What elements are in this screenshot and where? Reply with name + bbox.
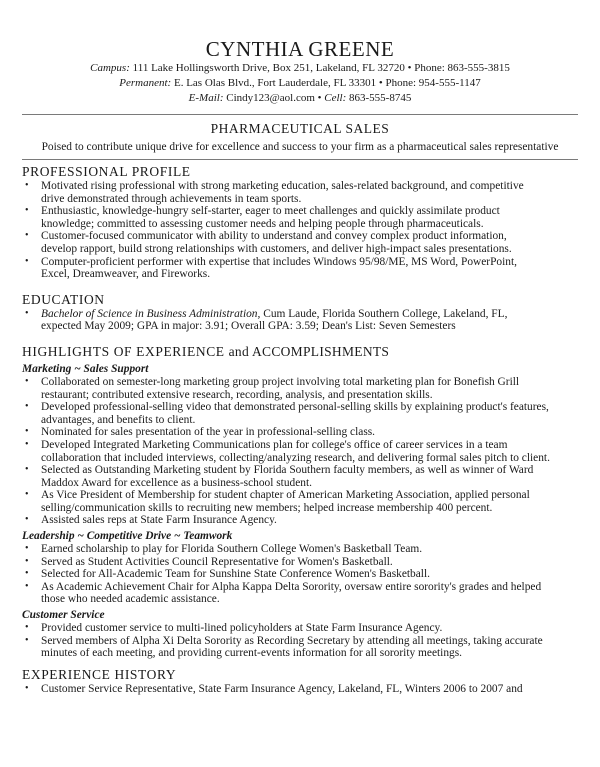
experience-list — [22, 683, 578, 696]
permanent-address: E. Las Olas Blvd., Fort Lauderdale, FL 33301 • Phone: 954-555-1147 — [173, 77, 481, 89]
list-item: • Assisted sales reps at State Farm Insurance Agency. — [22, 514, 578, 527]
permanent-contact-line — [22, 76, 578, 91]
list-item: • Developed Integrated Marketing Communications plan for college's office of career services in a team collaboration that included interviews, collecting/analyzing research, and delivering formal sales pitch to client. — [22, 439, 578, 464]
list-item: • As Vice President of Membership for student chapter of American Marketing Association, applied personal selling/communication skills to recruiting new members; helped increase membership 400 percent. — [22, 489, 578, 514]
campus-contact-line — [22, 61, 578, 76]
campus-label: Campus: — [90, 62, 130, 74]
objective-title: PHARMACEUTICAL SALES — [210, 121, 390, 136]
list-item: • Customer Service Representative, State Farm Insurance Agency, Lakeland, FL, Winters 2006 to 2007 and — [22, 683, 578, 696]
highlights-heading — [22, 344, 578, 360]
highlights-heading-and: and ACCOMPLISHMENTS — [228, 343, 390, 359]
campus-address: 111 Lake Hollingsworth Drive, Box 251, Lakeland, FL 32720 • Phone: 863-555-3815 — [132, 62, 510, 74]
list-item: • Served as Student Activities Council Representative for Women's Basketball. — [22, 556, 578, 569]
list-item: • Computer-proficient performer with expertise that includes Windows 95/98/ME, MS Word, PowerPoint, Excel, Dreamweaver, and Fireworks. — [22, 256, 578, 281]
list-item: • As Academic Achievement Chair for Alpha Kappa Delta Sorority, oversaw entire sorority's grades and helped those who needed academic assistance. — [22, 581, 578, 606]
list-item: • Collaborated on semester-long marketing group project involving total marketing plan for Bonefish Grill restaurant; contributed extensive research, recording, analysis, and presentation skills. — [22, 376, 578, 401]
subheading-leadership: Leadership ~ Competitive Drive ~ Teamwork — [22, 530, 233, 543]
objective-divider — [22, 159, 578, 160]
candidate-name: CYNTHIA GREENE — [205, 37, 395, 61]
subheading-customer-service: Customer Service — [22, 609, 105, 622]
header-divider — [22, 114, 578, 115]
list-item: • Served members of Alpha Xi Delta Sorority as Recording Secretary by attending all meetings, taking accurate minutes of each meeting, and providing current-events information for all sorority meetings. — [22, 635, 578, 660]
list-item: • Customer-focused communicator with ability to understand and convey complex product information, develop rapport, build strong relationships with customers, and deliver high-impact sales presentations. — [22, 230, 578, 255]
list-item: • Provided customer service to multi-lined policyholders at State Farm Insurance Agency. — [22, 622, 578, 635]
permanent-label: Permanent: — [119, 77, 172, 89]
list-item: • Selected as Outstanding Marketing student by Florida Southern faculty members, as well as winner of Ward Maddox Award for excellence as a business-school student. — [22, 464, 578, 489]
list-item: • Motivated rising professional with strong marketing education, sales-related background, and competitive drive demonstrated through achievements in team sports. — [22, 180, 578, 205]
customer-service-list — [22, 622, 578, 660]
profile-list — [22, 180, 578, 281]
list-item: • Nominated for sales presentation of the year in professional-selling class. — [22, 426, 578, 439]
degree-name: Bachelor of Science in Business Administration, — [41, 307, 261, 320]
highlights-heading-main: HIGHLIGHTS OF EXPERIENCE — [22, 343, 225, 359]
list-item — [22, 308, 578, 333]
cell-number: 863-555-8745 — [349, 92, 412, 104]
list-item: • Developed professional-selling video that demonstrated personal-selling skills by explaining product's features, advantages, and benefits to client. — [22, 401, 578, 426]
list-item: • Earned scholarship to play for Florida Southern College Women's Basketball Team. — [22, 543, 578, 556]
degree-details: Cum Laude, Florida Southern College, Lakeland, FL, — [263, 307, 508, 320]
education-heading: EDUCATION — [22, 291, 105, 307]
marketing-list — [22, 376, 578, 527]
resume-page — [0, 37, 600, 767]
subheading-marketing: Marketing ~ Sales Support — [22, 362, 149, 375]
objective-text: Poised to contribute unique drive for excellence and success to your firm as a pharmaceutical sales representative — [41, 141, 559, 153]
degree-gpa-line: expected May 2009; GPA in major: 3.91; Overall GPA: 3.59; Dean's List: Seven Semesters — [41, 320, 456, 333]
list-item: • Selected for All-Academic Team for Sunshine State Conference Women's Basketball. — [22, 568, 578, 581]
cell-label: Cell: — [324, 92, 347, 104]
email-contact-line — [22, 91, 578, 106]
email-label: E-Mail: — [188, 92, 224, 104]
education-list — [22, 308, 578, 333]
leadership-list — [22, 543, 578, 606]
email-address: Cindy123@aol.com • — [226, 92, 322, 104]
list-item: • Enthusiastic, knowledge-hungry self-starter, eager to meet challenges and quickly assimilate product knowledge; committed to assessing customer needs and helping people through pharmaceuticals. — [22, 205, 578, 230]
profile-heading: PROFESSIONAL PROFILE — [22, 164, 191, 179]
experience-heading: EXPERIENCE HISTORY — [22, 666, 177, 682]
